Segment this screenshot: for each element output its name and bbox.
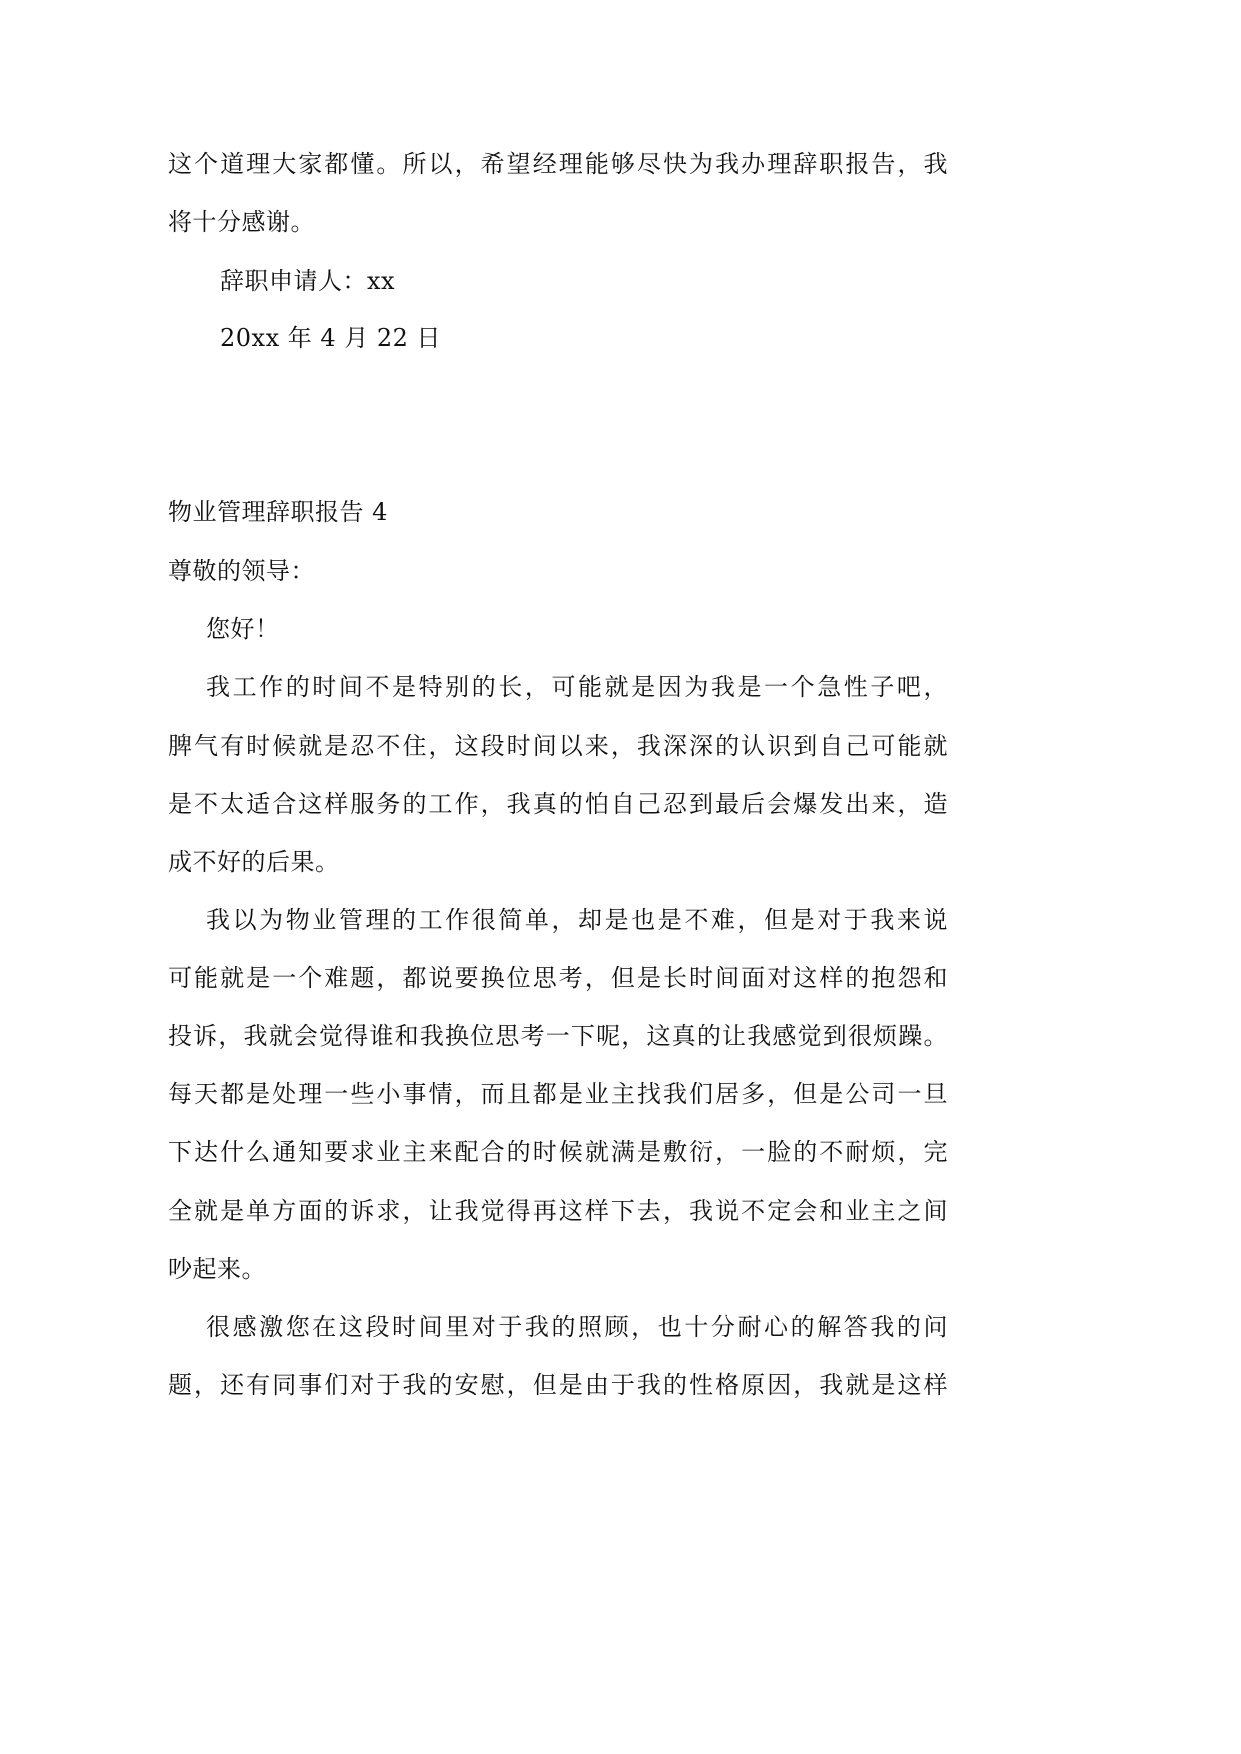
- salutation: 尊敬的领导：: [168, 557, 315, 585]
- paragraph-1-line-4: 成不好的后果。: [168, 848, 340, 876]
- letter-date: 20xx 年 4 月 22 日: [220, 324, 442, 352]
- applicant-signature: 辞职申请人：xx: [220, 267, 396, 295]
- paragraph-2-line-2: 可能就是一个难题，都说要换位思考，但是长时间面对这样的抱怨和: [168, 964, 948, 992]
- paragraph-1-line-2: 脾气有时候就是忍不住，这段时间以来，我深深的认识到自己可能就: [168, 732, 948, 760]
- paragraph-1-line-3: 是不太适合这样服务的工作，我真的怕自己忍到最后会爆发出来，造: [168, 790, 948, 818]
- paragraph-2-line-3: 投诉，我就会觉得谁和我换位思考一下呢，这真的让我感觉到很烦躁。: [168, 1022, 948, 1050]
- paragraph-2-line-4: 每天都是处理一些小事情，而且都是业主找我们居多，但是公司一旦: [168, 1080, 948, 1108]
- paragraph-3-line-2: 题，还有同事们对于我的安慰，但是由于我的性格原因，我就是这样: [168, 1371, 948, 1399]
- closing-line-1: 这个道理大家都懂。所以，希望经理能够尽快为我办理辞职报告，我: [168, 150, 948, 178]
- letter-title: 物业管理辞职报告 4: [168, 498, 388, 526]
- paragraph-3-line-1: 很感激您在这段时间里对于我的照顾，也十分耐心的解答我的问: [206, 1313, 948, 1341]
- paragraph-2-line-7: 吵起来。: [168, 1255, 266, 1283]
- paragraph-1-line-1: 我工作的时间不是特别的长，可能就是因为我是一个急性子吧，: [206, 673, 948, 701]
- paragraph-2-line-5: 下达什么通知要求业主来配合的时候就满是敷衍，一脸的不耐烦，完: [168, 1138, 948, 1166]
- greeting: 您好！: [206, 615, 280, 643]
- closing-line-2: 将十分感谢。: [168, 208, 315, 236]
- paragraph-2-line-1: 我以为物业管理的工作很简单，却是也是不难，但是对于我来说: [206, 906, 948, 934]
- paragraph-2-line-6: 全就是单方面的诉求，让我觉得再这样下去，我说不定会和业主之间: [168, 1197, 948, 1225]
